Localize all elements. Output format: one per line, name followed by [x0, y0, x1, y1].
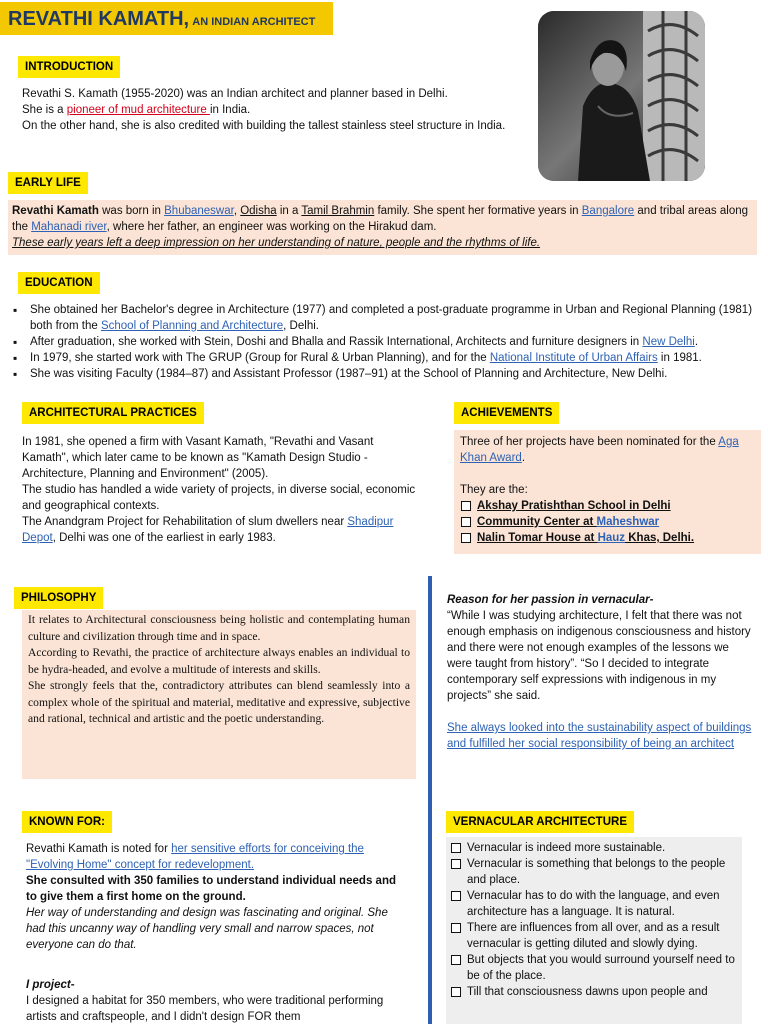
text-fragment: Three of her projects have been nominated for the: [460, 436, 719, 448]
achievement-text: Khas, Delhi.: [625, 532, 695, 544]
column-divider: [428, 576, 432, 1024]
intro-line-2-pre: She is a: [22, 104, 67, 116]
philosophy-header: PHILOSOPHY: [14, 587, 103, 609]
vernacular-item: There are influences from all over, and as a result vernacular is getting diluted and slowly dying.: [450, 920, 738, 952]
text-fragment: Revathi Kamath is noted for: [26, 843, 172, 855]
achievement-item: [460, 530, 755, 546]
education-item: [10, 350, 766, 366]
known-for-header: KNOWN FOR:: [22, 811, 112, 833]
aga-khan-award-link[interactable]: Aga Khan Award: [460, 436, 739, 464]
education-item: ▪ She was visiting Faculty (1984–87) and Assistant Professor (1987–91) at the School of Planning and Architecture, New Delhi.: [10, 366, 766, 382]
niua-link[interactable]: National Institute of Urban Affairs: [489, 352, 658, 364]
vernacular-list: [450, 840, 738, 1000]
text-fragment: was born in: [98, 205, 165, 217]
early-life-italic: These early years left a deep impression on her understanding of nature, people and the rhythms of life.: [12, 237, 541, 249]
practices-header: ARCHITECTURAL PRACTICES: [22, 402, 204, 424]
known-for-italic: Her way of understanding and design was fascinating and original. She had this uncanny way of handling very small and narrow spaces, not everyone can do that.: [26, 907, 388, 951]
achievement-text: Community Center at: [477, 516, 597, 528]
text-fragment: and tribal areas along the: [12, 205, 749, 233]
practices-paragraph: The studio has handled a wide variety of projects, in diverse social, economic and geographical contexts.: [22, 484, 416, 512]
text-fragment: , Delhi.: [283, 320, 319, 332]
vernacular-item: Vernacular is indeed more sustainable.: [450, 840, 738, 856]
known-for-text: [26, 841, 406, 1024]
vernacular-item: But objects that you would surround yourself need to be of the place.: [450, 952, 738, 984]
early-life-name: Revathi Kamath: [12, 205, 99, 217]
text-fragment: in 1981.: [657, 352, 702, 364]
text-fragment: ,: [233, 205, 241, 217]
text-fragment: In 1979, she started work with The GRUP (Group for Rural & Urban Planning), and for the: [30, 352, 490, 364]
achievement-text: Akshay Pratishthan School in Delhi: [477, 500, 671, 512]
text-fragment: , where her father, an engineer was working on the Hirakud dam.: [106, 221, 437, 233]
early-life-panel: [8, 200, 757, 255]
sustainability-link[interactable]: She always looked into the sustainability aspect of buildings and fulfilled her social responsibility of being an architect: [447, 722, 752, 750]
vernacular-header: VERNACULAR ARCHITECTURE: [446, 811, 634, 833]
practices-text: [22, 434, 422, 546]
spacer: [447, 704, 757, 720]
bangalore-link[interactable]: Bangalore: [581, 205, 635, 217]
intro-line-2: [22, 102, 512, 118]
achievement-text: Nalin Tomar House at: [477, 532, 598, 544]
text-fragment: .: [521, 452, 526, 464]
early-life-header: EARLY LIFE: [8, 172, 88, 194]
spacer: [460, 466, 755, 482]
portrait-image: [538, 11, 705, 181]
odisha-link[interactable]: Odisha: [240, 205, 277, 217]
tamil-brahmin-link[interactable]: Tamil Brahmin: [301, 205, 375, 217]
text-fragment: in a: [276, 205, 302, 217]
vernacular-item: Till that consciousness dawns upon people and: [450, 984, 738, 1000]
maheshwar-link[interactable]: Maheshwar: [596, 516, 660, 528]
reason-section: [447, 592, 757, 752]
philosophy-paragraph: According to Revathi, the practice of architecture always enables an individual to be hydra-headed, and evolve a multitude of interests and skills.: [28, 646, 410, 676]
achievements-panel: [454, 430, 761, 554]
spacer: [26, 953, 406, 977]
intro-line-3: On the other hand, she is also credited with building the tallest stainless steel structure in India.: [22, 120, 506, 132]
text-fragment: , Delhi was one of the earliest in early 1983.: [52, 532, 276, 544]
shadipur-depot-link[interactable]: Shadipur Depot: [22, 516, 394, 544]
vernacular-panel: [446, 837, 742, 1024]
practices-paragraph: [22, 514, 422, 546]
spa-link[interactable]: School of Planning and Architecture: [100, 320, 284, 332]
known-for-intro: [26, 841, 406, 873]
text-fragment: family. She spent her formative years in: [374, 205, 582, 217]
achievement-item: [460, 514, 755, 530]
title-banner: [0, 2, 333, 35]
mud-architecture-link[interactable]: pioneer of mud architecture: [66, 104, 210, 116]
text-fragment: The Anandgram Project for Rehabilitation of slum dwellers near: [22, 516, 348, 528]
portrait-photo: [538, 11, 705, 181]
project-title: I project-: [26, 979, 75, 991]
philosophy-paragraph: She strongly feels that the, contradictory attributes can blend seamlessly into a complex whole of the spiritual and material, meditative and expressive, subjective and rational, technical and artistic and the poetic understanding.: [28, 679, 410, 725]
achievements-they-label: They are the:: [460, 484, 528, 496]
mahanadi-river-link[interactable]: Mahanadi river: [31, 221, 107, 233]
early-life-text: [12, 203, 753, 235]
practices-paragraph: In 1981, she opened a firm with Vasant Kamath, "Revathi and Vasant Kamath", which later came to be known as "Kamath Design Studio - Architecture, Planning and Environment" (2005).: [22, 436, 374, 480]
text-fragment: After graduation, she worked with Stein, Doshi and Bhalla and Rassik International, Architects and furniture designers in: [30, 336, 643, 348]
text-fragment: .: [694, 336, 699, 348]
evolving-home-link[interactable]: her sensitive efforts for conceiving the "Evolving Home" concept for redevelopment.: [26, 843, 364, 871]
achievements-intro: [460, 434, 755, 466]
vernacular-item: Vernacular is something that belongs to the people and place.: [450, 856, 738, 888]
text-fragment: She obtained her Bachelor's degree in Architecture (1977) and completed a post-graduate programme in Urban and Regional Planning (1981) both from the: [30, 304, 753, 332]
introduction-text: [22, 86, 512, 134]
project-text: I designed a habitat for 350 members, who were traditional performing artists and craftspeople, and I didn't design FOR them: [26, 995, 384, 1023]
education-list: [10, 302, 766, 382]
philosophy-paragraph: It relates to Architectural consciousness being holistic and contemplating human culture and civilization through time and in space.: [28, 613, 410, 643]
achievements-list: [460, 498, 755, 546]
philosophy-panel: [22, 610, 416, 779]
achievement-item: [460, 498, 755, 514]
known-for-bold: She consulted with 350 families to understand individual needs and to give them a first home on the ground.: [26, 875, 396, 903]
vernacular-item: Vernacular has to do with the language, and even architecture has a language. It is natural.: [450, 888, 738, 920]
page-title: REVATHI KAMATH,: [8, 8, 190, 30]
education-item: [10, 302, 766, 334]
achievements-header: ACHIEVEMENTS: [454, 402, 559, 424]
introduction-header: INTRODUCTION: [18, 56, 120, 78]
education-header: EDUCATION: [18, 272, 100, 294]
page-subtitle: AN INDIAN ARCHITECT: [192, 16, 316, 28]
new-delhi-link[interactable]: New Delhi: [642, 336, 695, 348]
reason-title: Reason for her passion in vernacular-: [447, 594, 654, 606]
intro-line-2-post: in India.: [209, 104, 251, 116]
hauz-link[interactable]: Hauz: [597, 532, 626, 544]
reason-quote: “While I was studying architecture, I felt that there was not enough emphasis on indigenous consciousness and history and there were not enough examples of the lessons we were taught from history”. “So I decided to integrate contemporary self expressions with indigenous in my projects” she said.: [447, 610, 751, 702]
bhubaneswar-link[interactable]: Bhubaneswar: [164, 205, 234, 217]
intro-line-1: Revathi S. Kamath (1955-2020) was an Indian architect and planner based in Delhi.: [22, 88, 448, 100]
education-item: [10, 334, 766, 350]
